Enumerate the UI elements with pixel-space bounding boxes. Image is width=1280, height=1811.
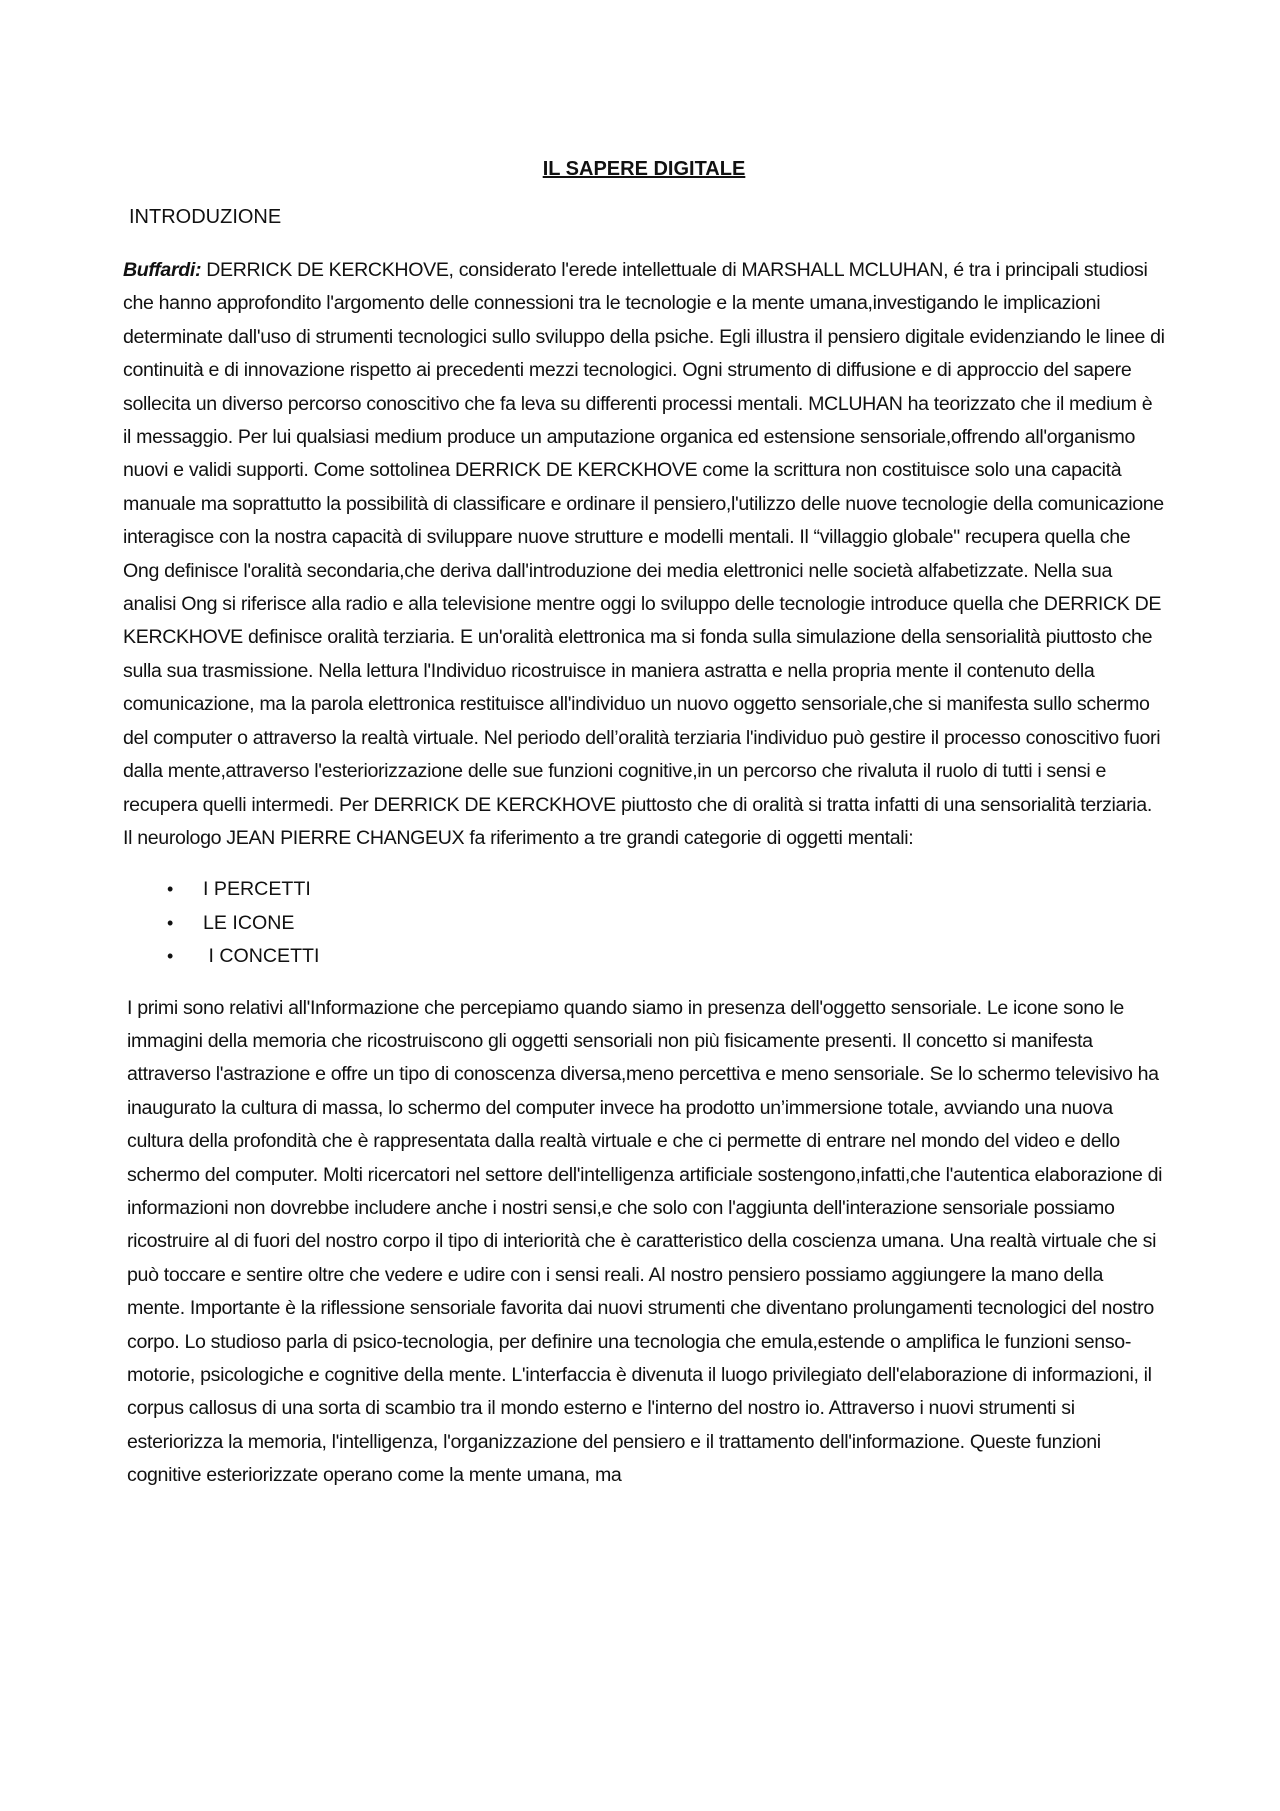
bullet-icon: • — [167, 912, 174, 933]
document-title: IL SAPERE DIGITALE — [542, 158, 746, 180]
section-heading: INTRODUZIONE — [129, 206, 282, 228]
bullet-icon: • — [167, 946, 174, 967]
list-item-label: I PERCETTI — [203, 878, 311, 901]
paragraph-intro — [123, 254, 1165, 855]
paragraph-body: I primi sono relativi all'Informazione che percepiamo quando siamo in presenza dell'oggetto sensoriale. Le icone sono le immagini della memoria che ricostruiscono gli oggetti sensoriali non più fisicamente presenti. Il concetto si manifesta attraverso l'astrazione e offre un tipo di conoscenza diversa,meno percettiva e meno sensoriale. Se lo schermo televisivo ha inaugurato la cultura di massa, lo schermo del computer invece ha prodotto un’immersione totale, avviando una nuova cultura della profondità che è rappresentata dalla realtà virtuale e che ci permette di entrare nel mondo del video e dello schermo del computer. Molti ricercatori nel settore dell'intelligenza artificiale sostengono,infatti,che l'autentica elaborazione di informazioni non dovrebbe includere anche i nostri sensi,e che solo con l'aggiunta dell'interazione sensoriale possiamo ricostruire al di fuori del nostro corpo il tipo di interiorità che è caratteristico della coscienza umana. Una realtà virtuale che si può toccare e sentire oltre che vedere e udire con i sensi reali. Al nostro pensiero possiamo aggiungere la mano della mente. Importante è la riflessione sensoriale favorita dai nuovi strumenti che diventano prolungamenti tecnologici del nostro corpo. Lo studioso parla di psico-tecnologia, per definire una tecnologia che emula,estende o amplifica le funzioni senso-motorie, psicologiche e cognitive della mente. L'interfaccia è divenuta il luogo privilegiato dell'elaborazione di informazioni, il corpus callosus di una sorta di scambio tra il mondo esterno e l'interno del nostro io. Attraverso i nuovi strumenti si esteriorizza la memoria, l'intelligenza, l'organizzazione del pensiero e il trattamento dell'informazione. Queste funzioni cognitive esteriorizzate operano come la mente umana, ma — [127, 996, 1163, 1487]
mental-objects-list — [123, 873, 1165, 973]
list-item — [123, 907, 1165, 940]
bullet-icon: • — [167, 879, 174, 900]
list-item-label: I CONCETTI — [203, 945, 320, 968]
speaker-label: Buffardi: — [123, 259, 202, 281]
list-item — [123, 873, 1165, 906]
paragraph-intro-text: DERRICK DE KERCKHOVE, considerato l'erede intellettuale di MARSHALL MCLUHAN, é tra i principali studiosi che hanno approfondito l'argomento delle connessioni tra le tecnologie e la mente umana,investigando le implicazioni determinate dall'uso di strumenti tecnologici sullo sviluppo della psiche. Egli illustra il pensiero digitale evidenziando le linee di continuità e di innovazione rispetto ai precedenti mezzi tecnologici. Ogni strumento di diffusione e di approccio del sapere sollecita un diverso percorso conoscitivo che fa leva su differenti processi mentali. MCLUHAN ha teorizzato che il medium è il messaggio. Per lui qualsiasi medium produce un amputazione organica ed estensione sensoriale,offrendo all'organismo nuovi e validi supporti. Come sottolinea DERRICK DE KERCKHOVE come la scrittura non costituisce solo una capacità manuale ma soprattutto la possibilità di classificare e ordinare il pensiero,l'utilizzo delle nuove tecnologie della comunicazione interagisce con la nostra capacità di sviluppare nuove strutture e modelli mentali. Il “villaggio globale" recupera quella che Ong definisce l'oralità secondaria,che deriva dall'introduzione dei media elettronici nelle società alfabetizzate. Nella sua analisi Ong si riferisce alla radio e alla televisione mentre oggi lo sviluppo delle tecnologie introduce quella che DERRICK DE KERCKHOVE definisce oralità terziaria. E un'oralità elettronica ma si fonda sulla simulazione della sensorialità piuttosto che sulla sua trasmissione. Nella lettura l'Individuo ricostruisce in maniera astratta e nella propria mente il contenuto della comunicazione, ma la parola elettronica restituisce all'individuo un nuovo oggetto sensoriale,che si manifesta sullo schermo del computer o attraverso la realtà virtuale. Nel periodo dell’oralità terziaria l'individuo può gestire il processo conoscitivo fuori dalla mente,attraverso l'esteriorizzazione delle sue funzioni cognitive,in un percorso che rivaluta il ruolo di tutti i sensi e recupera quelli intermedi. Per DERRICK DE KERCKHOVE piuttosto che di oralità si tratta infatti di una sensorialità terziaria. Il neurologo JEAN PIERRE CHANGEUX fa riferimento a tre grandi categorie di oggetti mentali: — [123, 259, 1165, 849]
list-item-label: LE ICONE — [203, 911, 295, 934]
list-item — [123, 940, 1165, 973]
